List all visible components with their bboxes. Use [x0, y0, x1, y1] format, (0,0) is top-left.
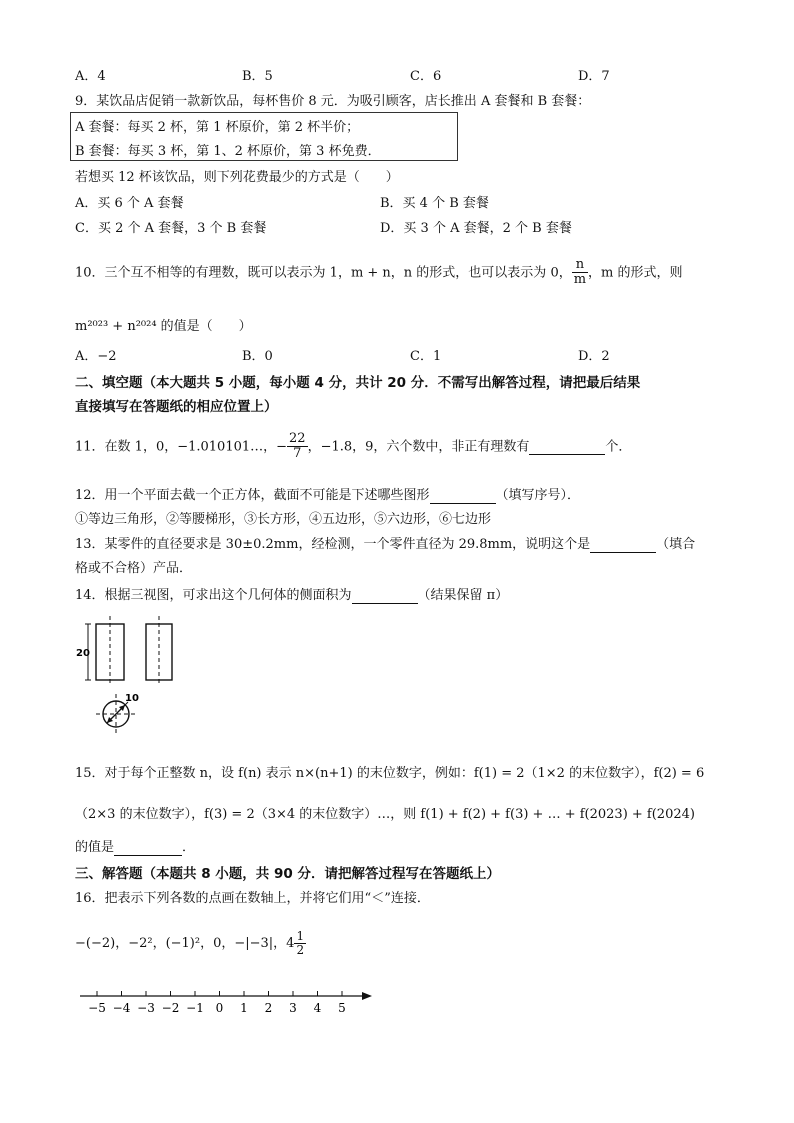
q11-end: 个．	[605, 439, 632, 455]
q14-three-view-figure	[74, 616, 184, 736]
q16-numbers	[75, 930, 306, 957]
q8-option-c: C．6	[410, 69, 442, 84]
q8-option-b: B．5	[242, 69, 273, 84]
q9-option-b: B．买 4 个 B 套餐	[380, 196, 489, 211]
number-line-tick-label: −3	[137, 1001, 155, 1015]
q9-option-d: D．买 3 个 A 套餐，2 个 B 套餐	[380, 221, 572, 236]
section-2-heading-line2: 直接填写在答题纸的相应位置上）	[75, 399, 278, 415]
number-line-tick-label: 2	[264, 1001, 273, 1015]
q11-frac-denominator: 7	[293, 446, 302, 462]
q10-fraction	[572, 258, 588, 288]
q10-expression: m²⁰²³ + n²⁰²⁴ 的值是（ ）	[75, 319, 252, 334]
number-line-tick-label: 0	[215, 1001, 224, 1015]
q15-end: ．	[182, 840, 196, 855]
number-line-tick-label: −5	[88, 1001, 106, 1015]
q12-line1	[75, 484, 580, 504]
q13-hint: （填合	[656, 537, 696, 552]
q9-option-c: C．买 2 个 A 套餐，3 个 B 套餐	[75, 221, 267, 236]
q12-choices: ①等边三角形，②等腰梯形，③长方形，④五边形，⑤六边形，⑥七边形	[75, 512, 492, 527]
q15-line3	[75, 836, 195, 856]
q14-answer-blank[interactable]	[352, 588, 418, 604]
q9-package-b: B 套餐：每买 3 杯，第 1、2 杯原价，第 3 杯免费．	[75, 144, 381, 159]
q13-line2: 格或不合格）产品．	[75, 561, 193, 576]
q12-hint: （填写序号）．	[495, 488, 581, 503]
q10-stem-part2: ，m 的形式，则	[588, 265, 683, 281]
q10-frac-numerator: n	[572, 258, 588, 273]
height-dim-label: 20	[76, 648, 90, 659]
number-line-tick-label: 1	[240, 1001, 248, 1015]
q15-line1: 15．对于每个正整数 n，设 f(n) 表示 n×(n+1) 的末位数字，例如：f(1) = 2（1×2 的末位数字），f(2) = 6	[75, 766, 705, 781]
q8-option-a: A．4	[75, 69, 106, 84]
number-line-tick-label: −2	[161, 1001, 180, 1015]
q12-stem: 12．用一个平面去截一个正方体，截面不可能是下述哪些图形	[75, 488, 430, 503]
number-line-tick-label: −4	[112, 1001, 131, 1015]
q15-stem-end: 的值是	[75, 840, 115, 855]
q13-answer-blank[interactable]	[590, 537, 656, 553]
number-line-tick-label: 5	[338, 1001, 346, 1015]
q10-stem	[75, 258, 683, 288]
q10-stem-part1: 10．三个互不相等的有理数，既可以表示为 1，m + n，n 的形式，也可以表示为 0，	[75, 265, 572, 281]
q10-option-a: A．−2	[75, 349, 117, 364]
q11-fraction	[287, 432, 308, 462]
number-line-arrow	[362, 992, 372, 1000]
q13-line1	[75, 533, 695, 553]
section-3-heading: 三、解答题（本题共 8 小题，共 90 分．请把解答过程写在答题纸上）	[75, 866, 500, 882]
q14-stem: 14．根据三视图，可求出这个几何体的侧面积为	[75, 588, 352, 603]
q16-mixed-fraction	[294, 930, 306, 957]
q11-pre: 11．在数 1，0，−1.010101…，−	[75, 439, 288, 455]
q10-frac-denominator: m	[573, 272, 587, 288]
q11-frac-numerator: 22	[289, 431, 306, 446]
q14-line	[75, 584, 508, 604]
q9-question: 若想买 12 杯该饮品，则下列花费最少的方式是（ ）	[75, 170, 399, 185]
q11-line	[75, 432, 631, 462]
q14-hint: （结果保留 π）	[417, 588, 509, 603]
q9-option-a: A．买 6 个 A 套餐	[75, 196, 184, 211]
q10-option-d: D．2	[578, 349, 610, 364]
q11-post: ，−1.8，9，六个数中，非正有理数有	[307, 439, 530, 455]
q11-answer-blank[interactable]	[529, 439, 605, 455]
number-line-tick-label: −1	[186, 1001, 204, 1015]
q16-number-list: −(−2)，−2²，(−1)²，0，−|−3|，4	[75, 936, 295, 952]
q9-package-a: A 套餐：每买 2 杯，第 1 杯原价，第 2 杯半价；	[75, 120, 360, 135]
diameter-label: 10	[125, 693, 139, 704]
q8-option-d: D．7	[578, 69, 610, 84]
number-line[interactable]	[70, 982, 380, 1022]
q16-frac-numerator: 1	[296, 929, 305, 943]
q15-line2: （2×3 的末位数字），f(3) = 2（3×4 的末位数字）…，则 f(1) + f(2) + f(3) + … + f(2023) + f(2024)	[75, 807, 695, 822]
q10-option-b: B．0	[242, 349, 273, 364]
number-line-tick-label: 4	[313, 1001, 322, 1015]
number-line-tick-label: 3	[289, 1001, 297, 1015]
q12-answer-blank[interactable]	[430, 488, 496, 504]
q16-frac-denominator: 2	[296, 943, 305, 958]
section-2-heading-line1: 二、填空题（本大题共 5 小题，每小题 4 分，共计 20 分．不需写出解答过程，请把最后结果	[75, 375, 641, 391]
q9-stem: 9．某饮品店促销一款新饮品，每杯售价 8 元．为吸引顾客，店长推出 A 套餐和 B 套餐：	[75, 94, 591, 109]
q15-answer-blank[interactable]	[114, 840, 182, 856]
q10-option-c: C．1	[410, 349, 442, 364]
q13-stem: 13．某零件的直径要求是 30±0.2mm，经检测，一个零件直径为 29.8mm，说明这个是	[75, 537, 591, 552]
q16-stem: 16．把表示下列各数的点画在数轴上，并将它们用“＜”连接．	[75, 891, 430, 906]
